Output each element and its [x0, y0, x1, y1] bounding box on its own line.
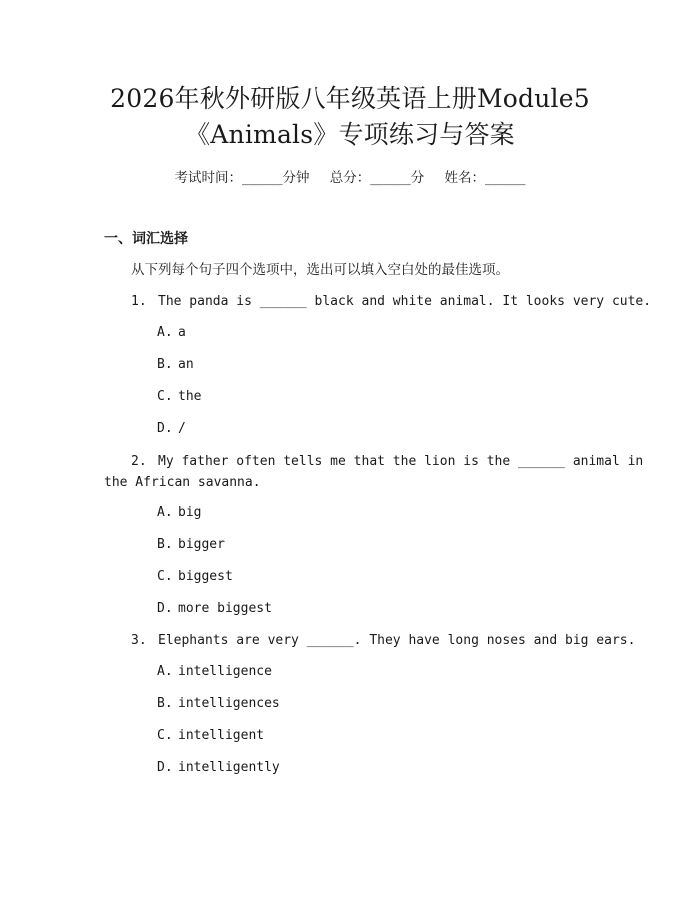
option-3b: B. intelligences	[157, 696, 280, 711]
option-2b: B. bigger	[157, 537, 225, 552]
option-2a: A. big	[157, 505, 202, 520]
total-score-field: 总分：______分	[329, 170, 425, 186]
question-2-continuation: the African savanna.	[104, 475, 261, 490]
option-1a: A. a	[157, 325, 186, 340]
question-text: My father often tells me that the lion is the ______ animal in	[158, 454, 644, 469]
exam-time-field: 考试时间：______分钟	[174, 170, 310, 186]
question-number: 1.	[131, 294, 147, 309]
option-1c: C. the	[157, 389, 202, 404]
question-3	[131, 630, 635, 651]
option-3a: A. intelligence	[157, 664, 272, 679]
option-2d: D. more biggest	[157, 601, 272, 616]
section-heading: 一、词汇选择	[104, 231, 188, 247]
question-2	[131, 451, 643, 472]
option-2c: C. biggest	[157, 569, 233, 584]
question-1	[131, 291, 651, 312]
page-title-line-1: 2026年秋外研版八年级英语上册Module5	[110, 84, 590, 113]
option-1b: B. an	[157, 357, 194, 372]
student-name-field: 姓名：______	[444, 170, 526, 186]
question-text: The panda is ______ black and white animal. It looks very cute.	[158, 294, 652, 309]
option-1d: D. /	[157, 421, 186, 436]
question-number: 3.	[131, 633, 147, 648]
option-3d: D. intelligently	[157, 760, 280, 775]
question-number: 2.	[131, 454, 147, 469]
option-3c: C. intelligent	[157, 728, 265, 743]
question-text: Elephants are very ______. They have long noses and big ears.	[158, 633, 636, 648]
section-instruction: 从下列每个句子四个选项中，选出可以填入空白处的最佳选项。	[131, 262, 509, 278]
page-title-line-2: 《Animals》专项练习与答案	[185, 120, 515, 149]
exam-meta	[0, 168, 700, 188]
